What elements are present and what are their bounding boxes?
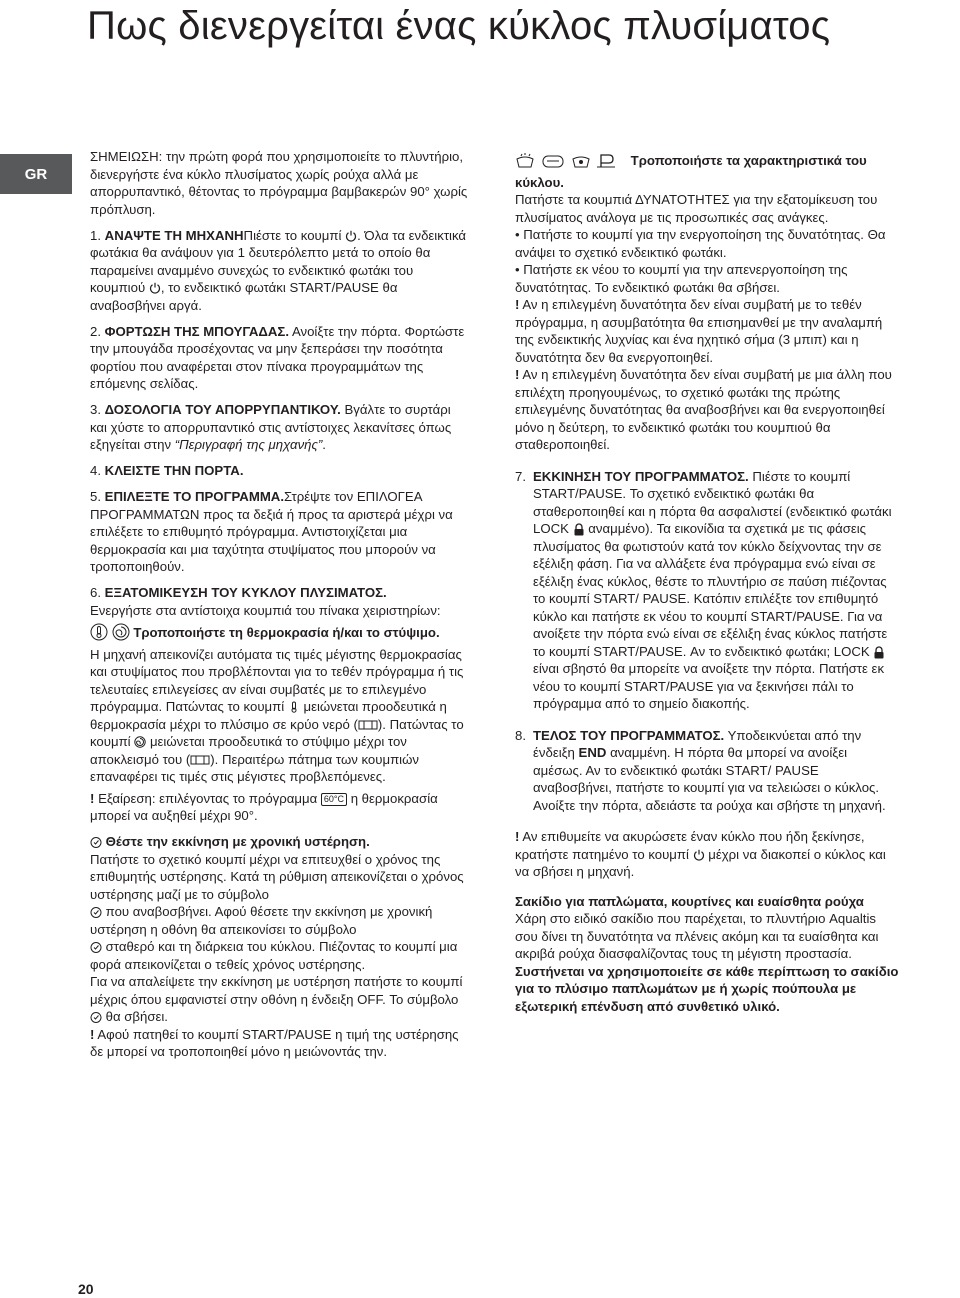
step-1: 1. ΑΝΑΨΤΕ ΤΗ ΜΗΧΑΝΗΠιέστε το κουμπί . Όλα τα ενδεικτικά φωτάκια θα ανάψουν για 1 δευτερόλεπτο μετά το οποίο θα παραμείνει αναμμένο συνεχώς το ενδεικτικό φωτάκι του κουμπιού , το ενδεικτικό φωτάκι START/PAUSE θα αναβοσβήνει αργά. xyxy=(90,227,467,313)
step-5-heading: ΕΠΙΛΕΞΤΕ ΤΟ ΠΡΟΓΡΑΜΜΑ. xyxy=(104,489,284,504)
step-8-heading: ΤΕΛΟΣ ΤΟΥ ΠΡΟΓΡΑΜΜΑΤΟΣ. xyxy=(533,727,725,743)
right-column xyxy=(515,152,900,1024)
warning-icon: ! xyxy=(90,1026,95,1042)
step-4-heading: ΚΛΕΙΣΤΕ ΤΗΝ ΠΟΡΤΑ. xyxy=(104,463,244,478)
lock-icon xyxy=(873,646,885,658)
step-7: 7. ΕΚΚΙΝΗΣΗ ΤΟΥ ΠΡΟΓΡΑΜΜΑΤΟΣ. Πιέστε το κουμπί START/PAUSE. Το σχετικό ενδεικτικό φωτάκι θα σταθεροποιηθεί και η πόρτα θα ασφαλιστεί (ενδεικτικό φωτάκι LOCK αναμμένο). Τα εικονίδια τα σχετικά με τις φάσεις πλυσίματος θα φωτιστούν κατά τον κύκλο δείχνοντας την σε εξέλιξη φάση. Για να αλλάξετε ένα πρόγραμμα ενώ είναι σε εξέλιξη ένας κύκλος, θέστε το πλυντήριο σε παύση πιέζοντας το κουμπί START/ PAUSE. Κατόπιν επιλέξτε τον επιθυμητό κύκλο και πατήστε εκ νέου το κουμπί START/PAUSE. Για να ανοίξετε την πόρτα ενώ είναι σε εξέλιξη ένας κύκλος πατήστε το κουμπί START/PAUSE. Αν το ενδεικτικό φωτάκι; LOCK είναι σβηστό θα μπορείτε να ανοίξετε την πόρτα. Πατήστε εκ νέου το κουμπί START/PAUSE για να ξεκινήσει πάλι το πρόγραμμα από το σημείο διακοπής. xyxy=(515,468,892,711)
temperature-icon xyxy=(288,701,300,713)
spin-icon xyxy=(112,623,130,646)
step-3-heading: ΔΟΣΟΛΟΓΙΑ ΤΟΥ ΑΠΟΡΡΥΠΑΝΤΙΚΟΥ. xyxy=(104,402,341,417)
step-1-heading: ΑΝΑΨΤΕ ΤΗ ΜΗΧΑΝΗ xyxy=(104,227,244,243)
delay-timer-icon xyxy=(90,941,102,953)
page-title: Πως διενεργείται ένας κύκλος πλυσίματος xyxy=(87,4,831,48)
delay-timer-icon xyxy=(90,1011,102,1023)
step-6: 6. ΕΞΑΤΟΜΙΚΕΥΣΗ ΤΟΥ ΚΥΚΛΟΥ ΠΛΥΣΙΜΑΤΟΣ. Ενεργήστε στα αντίστοιχα κουμπιά του πίνακα χειριστηρίων: xyxy=(90,585,441,618)
warning-icon: ! xyxy=(90,790,95,806)
step-2-heading: ΦΟΡΤΩΣΗ ΤΗΣ ΜΠΟΥΓΑΔΑΣ. xyxy=(104,323,289,339)
end-indicator: END xyxy=(578,745,607,760)
characteristics-section: Τροποποιήστε τα χαρακτηριστικά του κύκλου. Πατήστε τα κουμπιά ΔΥΝΑΤΟΤΗΤΕΣ για την εξατομίκευση του πλυσίματος ανάλογα με τις προσωπικές σας ανάγκες. • Πατήστε το κουμπί για την ενεργοποίηση της δυνατότητας. Θα ανάψει το σχετικό ενδεικτικό φωτάκι. • Πατήστε εκ νέου το κουμπί για την απενεργοποίηση της δυνατότητας. Το ενδεικτικό φωτάκι θα σβήσει. ! Αν η επιλεγμένη δυνατότητα δεν είναι συμβατή με το τεθέν πρόγραμμα, η ασυμβατότητα θα επισημανθεί με την αναλαμπή της ενδεικτικής λυχνίας και ένα ηχητικό σήμα (3 μπιπ) και η δυνατότητα δεν θα ενεργοποιηθεί. ! Αν η επιλεγμένη δυνατότητα δεν είναι συμβατή με μια άλλη που επιλέχτη προηγουμένως, το σχετικό φωτάκι της πρώτης επιλεγμένης δυνατότητας θα αναβοσβήνει και θα ενεργοποιηθεί μόνο η δεύτερη, το ενδεικτικό φωτάκι του κουμπιού θα σταθεροποιηθεί. xyxy=(515,153,892,452)
bag-section: Σακίδιο για παπλώματα, κουρτίνες και ευαίσθητα ρούχα Χάρη στο ειδικό σακίδιο που παρέχεται, το πλυντήριο Aqualtis σου δίνει τη δυνατότητα να πλένεις ακόμη και τα ευαίσθητα και ακριβά ρούχα διασφαλίζοντας τους τη μέγιστη προστασία. Συστήνεται να χρησιμοποιείτε σε κάθε περίπτωση το σακίδιο για το πλύσιμο παπλωμάτων με ή χωρίς πούπουλα με εξωτερική επένδυση από συνθετικό υλικό. xyxy=(515,893,899,1014)
power-icon xyxy=(693,849,705,861)
no-spin-icon xyxy=(190,754,210,766)
lock-icon xyxy=(573,523,585,535)
step-4: 4. ΚΛΕΙΣΤΕ ΤΗΝ ΠΟΡΤΑ. xyxy=(90,463,244,478)
option-icons xyxy=(515,153,627,174)
bag-heading: Σακίδιο για παπλώματα, κουρτίνες και ευαίσθητα ρούχα xyxy=(515,893,864,909)
left-column xyxy=(90,148,470,1069)
step-6-heading: ΕΞΑΤΟΜΙΚΕΥΣΗ ΤΟΥ ΚΥΚΛΟΥ ΠΛΥΣΙΜΑΤΟΣ. xyxy=(104,585,387,600)
warning-icon: ! xyxy=(515,367,520,382)
power-icon xyxy=(149,282,161,294)
cancel-cycle-note: ! Αν επιθυμείτε να ακυρώσετε έναν κύκλο που ήδη ξεκίνησε, κρατήστε πατημένο το κουμπί μέχρι να διακοπεί ο κύκλος και να σβήσει η μηχανή. xyxy=(515,829,886,879)
step-3: 3. ΔΟΣΟΛΟΓΙΑ ΤΟΥ ΑΠΟΡΡΥΠΑΝΤΙΚΟΥ. Βγάλτε το συρτάρι και χύστε το απορρυπαντικό στις αντίστοιχες λεκανίτσες όπως εξηγείται στην “Περιγραφή της μηχανής”. xyxy=(90,402,452,452)
power-icon xyxy=(345,230,357,242)
note-text: την πρώτη φορά που χρησιμοποιείτε το πλυντήριο, διενεργήστε ένα κύκλο πλυσίματος χωρίς ρούχα αλλά με απορρυπαντικό, θέτοντας το πρόγραμμα βαμβακερών 90° χωρίς πρόπλυση. xyxy=(90,149,468,217)
language-tab: GR xyxy=(0,154,72,194)
delay-start-section: Θέστε την εκκίνηση με χρονική υστέρηση. Πατήστε το σχετικό κουμπί μέχρι να επιτευχθεί ο χρόνος της επιθυμητής υστέρησης. Κατά τη ρύθμιση απεικονίζεται ο χρόνος υστέρησης μαζί με το σύμβολο που αναβοσβήνει. Αφού θέσετε την εκκίνηση με χρονική υστέρηση η οθόνη θα απεικονίσει το σύμβολο σταθερό και τη διάρκεια του κύκλου. Πιέζοντας το κουμπί μια φορά απεικονίζεται ο τεθείς χρόνος υστέρησης. Για να απαλείψετε την εκκίνηση με υστέρηση πατήστε το κουμπί μέχρις όπου εμφανιστεί στην οθόνη η ένδειξη OFF. Το σύμβολο θα σβήσει. ! Αφού πατηθεί το κουμπί START/PAUSE η τιμή της υστέρησης δε μπορεί να τροποποιηθεί μόνο η μειώνοντάς την. xyxy=(90,834,464,1059)
temperature-spin-heading: Τροποποιήστε τη θερμοκρασία ή/και το στύψιμο. xyxy=(133,625,440,640)
exception-note: ! Εξαίρεση: επιλέγοντας το πρόγραμμα 60°C η θερμοκρασία μπορεί να αυξηθεί μέχρι 90°. xyxy=(90,790,438,823)
warning-icon: ! xyxy=(515,297,520,312)
delay-timer-icon xyxy=(90,906,102,918)
step-5: 5. ΕΠΙΛΕΞΤΕ ΤΟ ΠΡΟΓΡΑΜΜΑ.Στρέψτε τον ΕΠΙΛΟΓΕΑ ΠΡΟΓΡΑΜΜΑΤΩΝ προς τα δεξιά ή προς τα αριστερά μέχρι να επιλέξετε το επιθυμητό πρόγραμμα. Αντιστοιχίζεται μια θερμοκρασία και μια ταχύτητα στυψίματος που μπορούν να τροποποιηθούν. xyxy=(90,489,453,574)
step-2: 2. ΦΟΡΤΩΣΗ ΤΗΣ ΜΠΟΥΓΑΔΑΣ. Ανοίξτε την πόρτα. Φορτώστε την μπουγάδα προσέχοντας να μην ξεπεράσει την ποσότητα φορτίου που αναφέρεται στον πίνακα προγραμμάτων της επόμενης σελίδας. xyxy=(90,323,465,391)
temperature-icon xyxy=(90,623,108,646)
characteristics-heading: Τροποποιήστε τα χαρακτηριστικά του κύκλου. xyxy=(515,153,867,190)
cold-wash-icon xyxy=(358,719,378,731)
warning-icon: ! xyxy=(515,829,520,844)
delay-start-heading: Θέστε την εκκίνηση με χρονική υστέρηση. xyxy=(105,834,370,849)
spin-icon xyxy=(134,736,146,748)
step-8: 8. ΤΕΛΟΣ ΤΟΥ ΠΡΟΓΡΑΜΜΑΤΟΣ. Υποδεικνύεται από την ένδειξη END αναμμένη. Η πόρτα θα μπορεί να ανοίξει αμέσως. Αν το ενδεικτικό φωτάκι START/ PAUSE αναβοσβήνει, πατήστε το κουμπί για να τελειώσει ο κύκλος. Ανοίξτε την πόρτα, αδειάστε τα ρούχα και σβήστε τη μηχανή. xyxy=(515,727,886,813)
note-paragraph xyxy=(90,148,470,218)
step-7-heading: ΕΚΚΙΝΗΣΗ ΤΟΥ ΠΡΟΓΡΑΜΜΑΤΟΣ. xyxy=(533,468,749,484)
page-number: 20 xyxy=(78,1281,94,1297)
temperature-spin-section: Τροποποιήστε τη θερμοκρασία ή/και το στύψιμο. Η μηχανή απεικονίζει αυτόματα τις τιμές μέγιστης θερμοκρασίας και στυψίματος που προβλέπονται για το τεθέν πρόγραμμα ή τις τελευταίες επιλεγείσες αν είναι συμβατές με το επιλεγμένο πρόγραμμα. Πατώντας το κουμπί μειώνεται προοδευτικά η θερμοκρασία μέχρι το πλύσιμο σε κρύο νερό ( ). Πατώντας το κουμπί μειώνεται προοδευτικά το στύψιμο μέχρι τον αποκλεισμό του ( ). Περαιτέρω πάτημα των κουμπιών επαναφέρει τις τιμές στις μέγιστες προβλεπόμενες. xyxy=(90,625,464,784)
note-label: ΣΗΜΕΙΩΣΗ: xyxy=(90,149,163,164)
delay-timer-icon xyxy=(90,836,102,848)
program-60-badge: 60°C xyxy=(321,793,347,806)
